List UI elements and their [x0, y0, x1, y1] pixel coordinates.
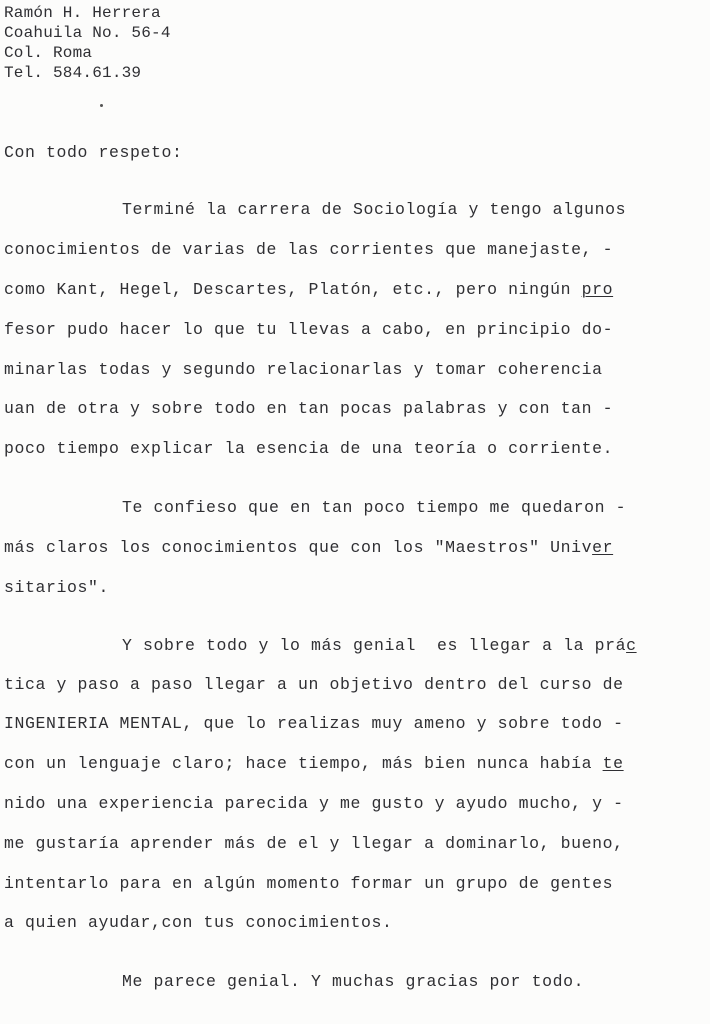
underlined-hyphenation: er: [592, 538, 614, 557]
paragraph-3-line: intentarlo para en algún momento formar un grupo de gentes: [4, 874, 614, 893]
closing-line: Me parece genial. Y muchas gracias por todo.: [122, 972, 585, 991]
sender-colonia: Col. Roma: [4, 44, 93, 62]
paragraph-1-line: minarlas todas y segundo relacionarlas y tomar coherencia: [4, 360, 603, 379]
salutation: Con todo respeto:: [4, 143, 183, 162]
sender-name: Ramón H. Herrera: [4, 4, 161, 22]
paragraph-3-line: tica y paso a paso llegar a un objetivo dentro del curso de: [4, 675, 624, 694]
paragraph-3-line: nido una experiencia parecida y me gusto y ayudo mucho, y -: [4, 794, 624, 813]
ink-speck: [100, 104, 103, 107]
sender-phone: Tel. 584.61.39: [4, 64, 142, 82]
paragraph-1-line: [4, 280, 613, 300]
paragraph-2-line: [4, 538, 613, 558]
paragraph-3-line: INGENIERIA MENTAL, que lo realizas muy ameno y sobre todo -: [4, 714, 624, 733]
paragraph-3-line: [122, 636, 637, 656]
paragraph-3-line: a quien ayudar,con tus conocimientos.: [4, 913, 393, 932]
paragraph-2-text: más claros los conocimientos que con los "Maestros" Univ: [4, 538, 593, 557]
paragraph-2-line: sitarios".: [4, 578, 110, 597]
underlined-hyphenation: pro: [581, 280, 614, 299]
underlined-hyphenation: te: [602, 754, 624, 773]
sender-street: Coahuila No. 56-4: [4, 24, 171, 42]
paragraph-1-line: uan de otra y sobre todo en tan pocas palabras y con tan -: [4, 399, 614, 418]
paragraph-1-text: como Kant, Hegel, Descartes, Platón, etc., pero ningún: [4, 280, 582, 299]
paragraph-2-line: Te confieso que en tan poco tiempo me quedaron -: [122, 498, 627, 517]
paragraph-3-line: me gustaría aprender más de el y llegar a dominarlo, bueno,: [4, 834, 624, 853]
paragraph-1-line: poco tiempo explicar la esencia de una teoría o corriente.: [4, 439, 614, 458]
paragraph-1-line: fesor pudo hacer lo que tu llevas a cabo, en principio do-: [4, 320, 614, 339]
paragraph-3-line: [4, 754, 624, 774]
underlined-hyphenation: c: [626, 636, 637, 655]
paragraph-1-line: conocimientos de varias de las corrientes que manejaste, -: [4, 240, 614, 259]
paragraph-1-line: Terminé la carrera de Sociología y tengo algunos: [122, 200, 627, 219]
paragraph-3-text: con un lenguaje claro; hace tiempo, más bien nunca había: [4, 754, 603, 773]
paragraph-3-text: Y sobre todo y lo más genial es llegar a la prá: [122, 636, 627, 655]
